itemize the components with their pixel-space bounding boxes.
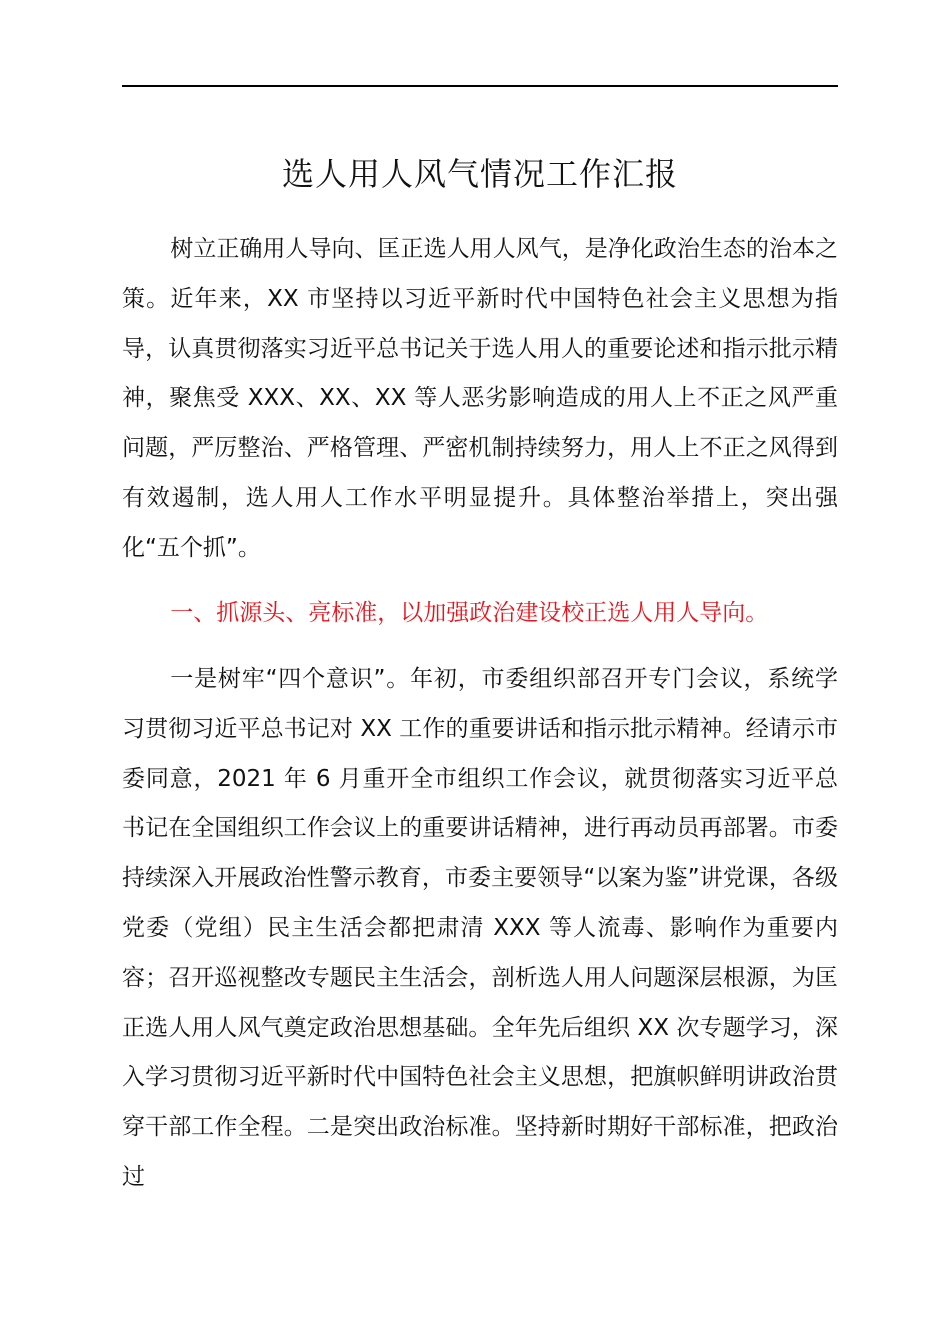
- body-paragraph: 一是树牢“四个意识”。年初，市委组织部召开专门会议，系统学习贯彻习近平总书记对 XX 工作的重要讲话和指示批示精神。经请示市委同意，2021 年 6 月重开全市组织工作会议，就贯彻落实习近平总书记在全国组织工作会议上的重要讲话精神，进行再动员再部署。市委持续深入开展政治性警示教育，市委主要领导“以案为鉴”讲党课，各级党委（党组）民主生活会都把肃清 XXX 等人流毒、影响作为重要内容；召开巡视整改专题民主生活会，剖析选人用人问题深层根源，为匡正选人用人风气奠定政治思想基础。全年先后组织 XX 次专题学习，深入学习贯彻习近平新时代中国特色社会主义思想，把旗帜鲜明讲政治贯穿干部工作全程。二是突出政治标准。坚持新时期好干部标准，把政治过: [122, 666, 838, 1190]
- section-heading: 一、抓源头、亮标准，以加强政治建设校正选人用人导向。: [170, 600, 769, 626]
- header-rule: [122, 85, 838, 87]
- document-title: 选人用人风气情况工作汇报: [281, 155, 678, 193]
- intro-paragraph: 树立正确用人导向、匡正选人用人风气，是净化政治生态的治本之策。近年来，XX 市坚持以习近平新时代中国特色社会主义思想为指导，认真贯彻落实习近平总书记关于选人用人的重要论述和指示批示精神，聚焦受 XXX、XX、XX 等人恶劣影响造成的用人上不正之风严重问题，严厉整治、严格管理、严密机制持续努力，用人上不正之风得到有效遏制，选人用人工作水平明显提升。具体整治举措上，突出强化“五个抓”。: [122, 236, 838, 561]
